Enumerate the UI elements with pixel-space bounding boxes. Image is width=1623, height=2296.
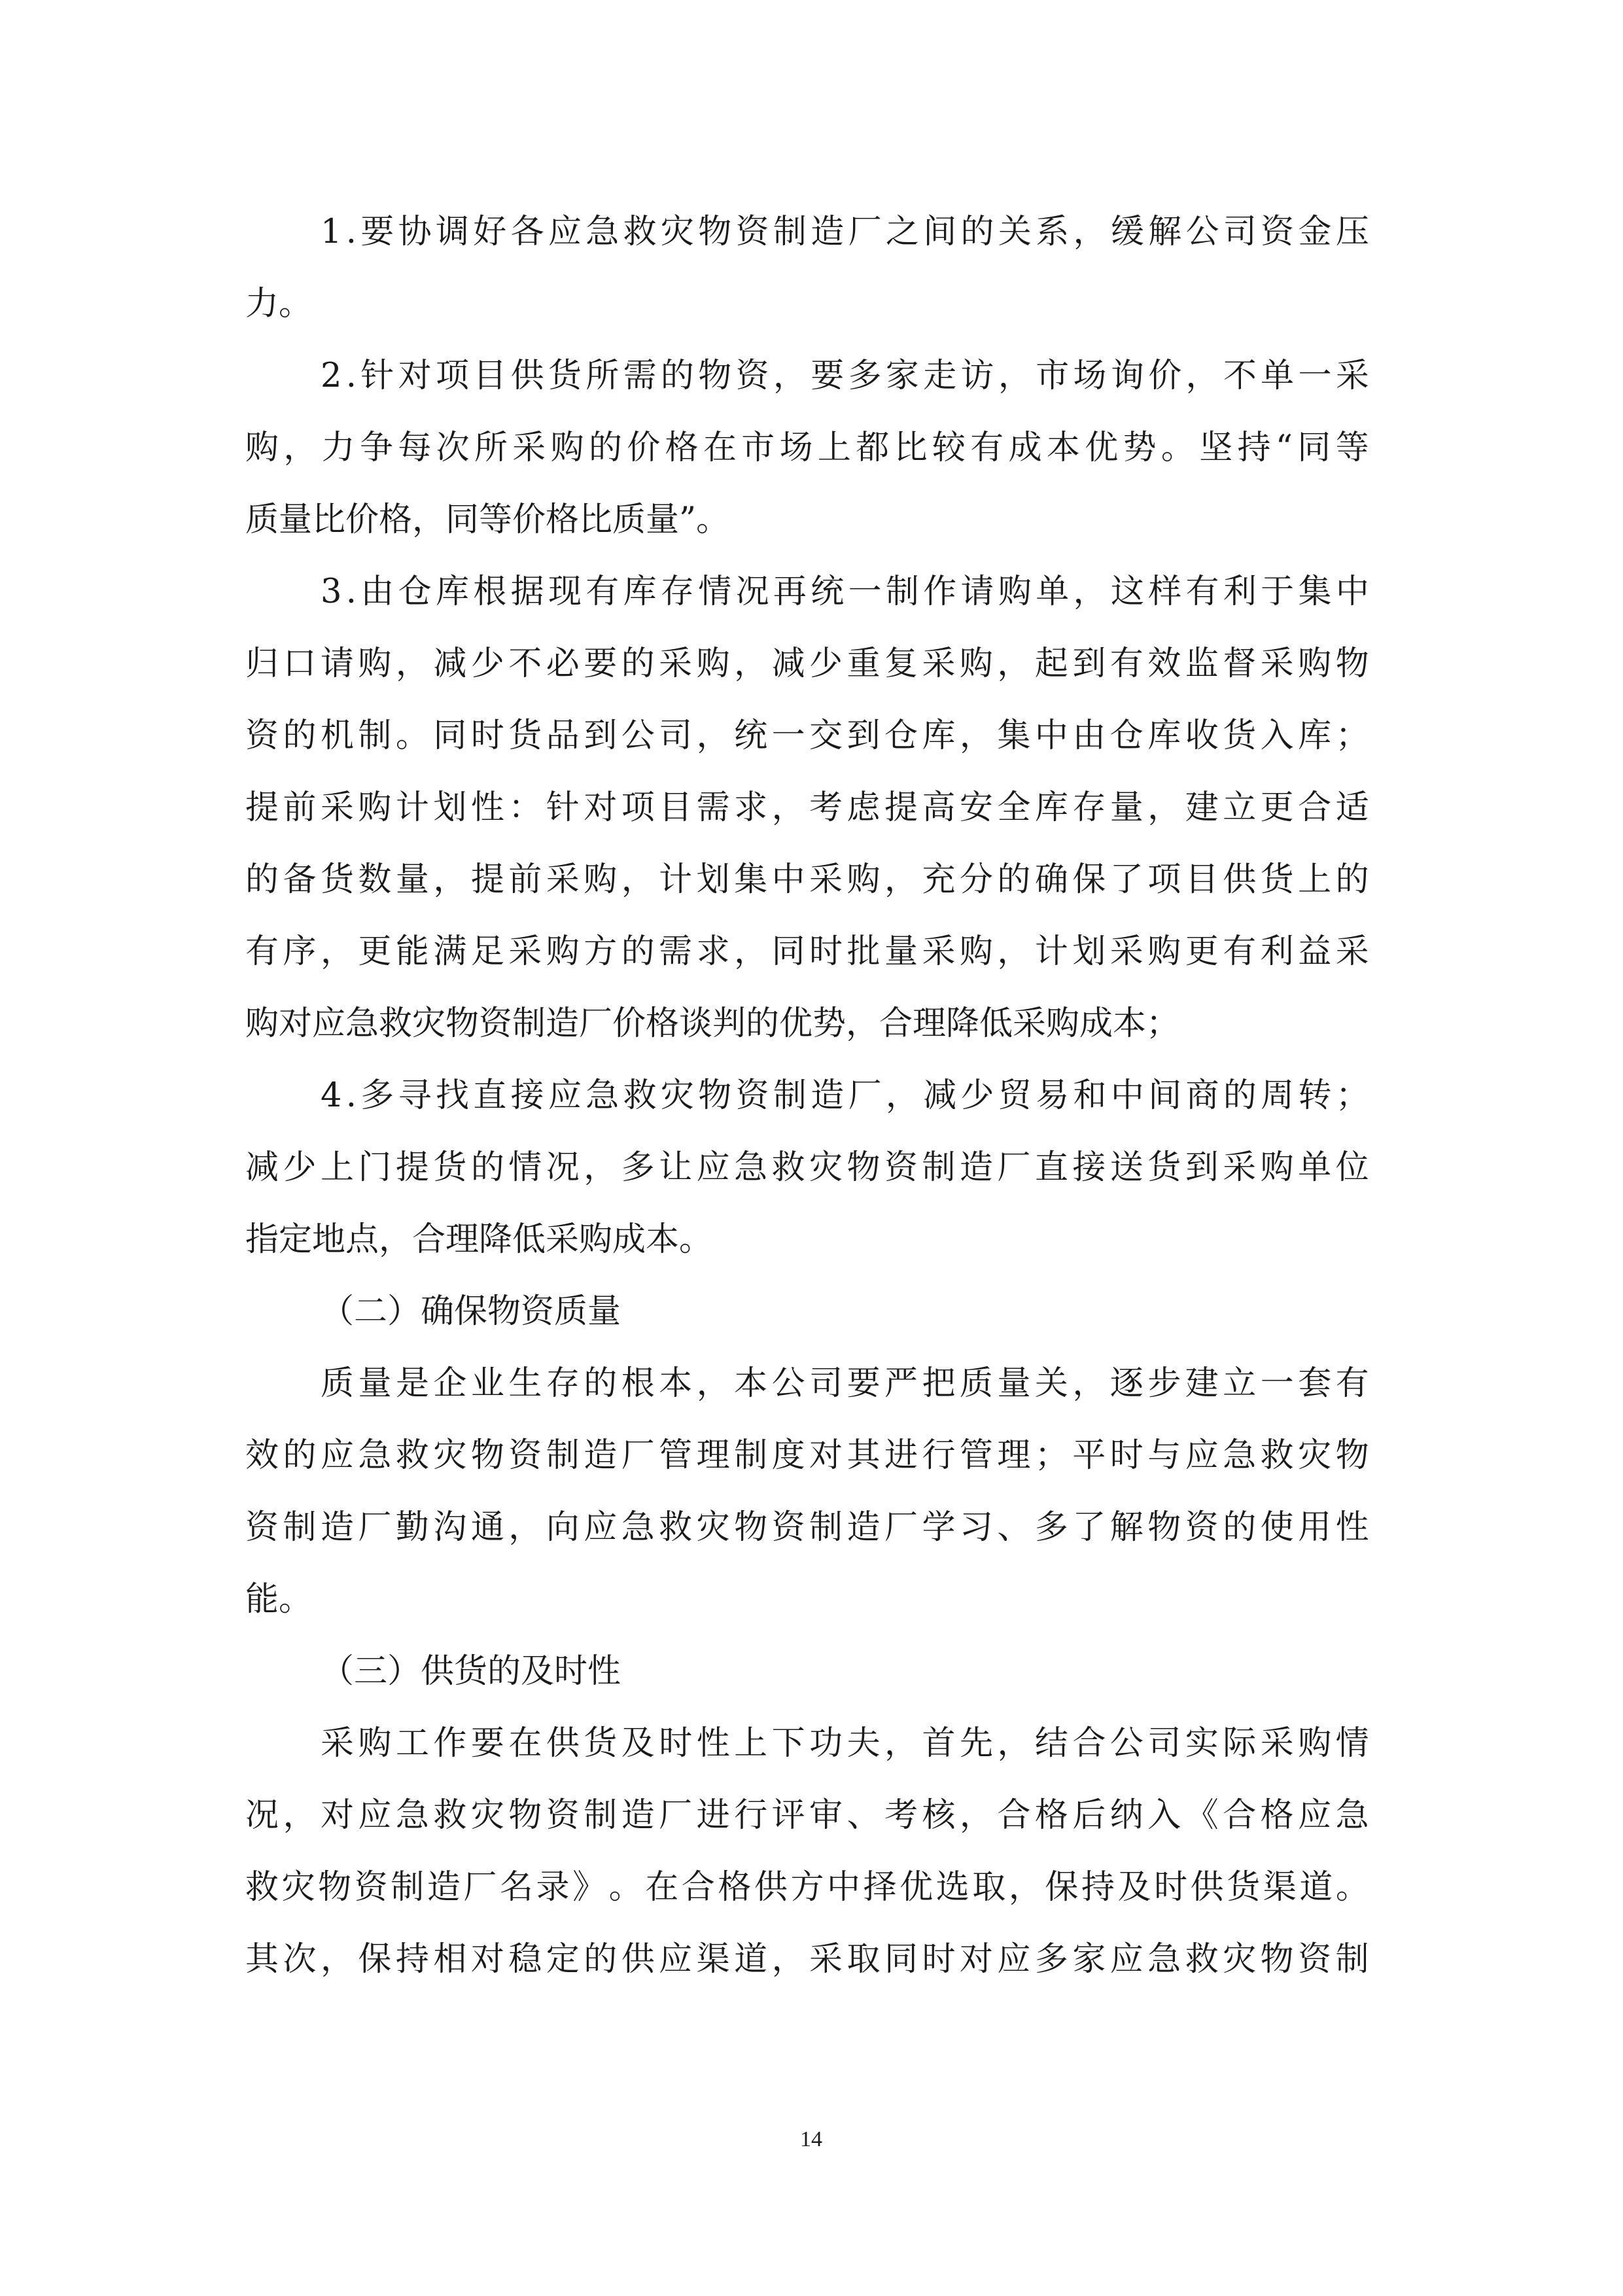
- paragraph-3-line: [0, 785, 1623, 831]
- line-text: 况 ， 对 应 急 救 灾 物 资 制 造 厂 进 行 评 审 、 考 核 ， 合 格 后 纳 入 《 合 格 应 急: [245, 1796, 1369, 1835]
- paragraph-5-line: [0, 1505, 1623, 1551]
- paragraph-3-line: [0, 857, 1623, 903]
- line-text: 购 ， 力 争 每 次 所 采 购 的 价 格 在 市 场 上 都 比 较 有 成 本 优 势 。 坚 持 “ 同 等: [245, 429, 1369, 467]
- paragraph-6-line: [0, 1865, 1623, 1911]
- line-text: 1 . 要 协 调 好 各 应 急 救 灾 物 资 制 造 厂 之 间 的 关 系 ， 缓 解 公 司 资 金 压: [321, 213, 1369, 251]
- paragraph-6-line: [0, 1793, 1623, 1839]
- line-text: 质 量 是 企 业 生 存 的 根 本 ， 本 公 司 要 严 把 质 量 关 ， 逐 步 建 立 一 套 有: [321, 1364, 1369, 1403]
- line-text: 救 灾 物 资 制 造 厂 名 录 》 。 在 合 格 供 方 中 择 优 选 取 ， 保 持 及 时 供 货 渠 道 。: [245, 1868, 1369, 1907]
- line-text: （二）确保物资质量: [321, 1292, 621, 1331]
- paragraph-3-line: [0, 569, 1623, 615]
- line-text: 4 . 多 寻 找 直 接 应 急 救 灾 物 资 制 造 厂 ， 减 少 贸 易 和 中 间 商 的 周 转 ；: [321, 1076, 1369, 1115]
- line-text: 2 . 针 对 项 目 供 货 所 需 的 物 资 ， 要 多 家 走 访 ， 市 场 询 价 ， 不 单 一 采: [321, 357, 1369, 395]
- paragraph-4-line: [0, 1073, 1623, 1119]
- section-heading-timeliness: [0, 1649, 1623, 1695]
- page-number: 14: [800, 2127, 822, 2151]
- line-text: 归 口 请 购 ， 减 少 不 必 要 的 采 购 ， 减 少 重 复 采 购 ， 起 到 有 效 监 督 采 购 物: [245, 645, 1369, 683]
- line-text: 质量比价格，同等价格比质量”。: [245, 501, 730, 539]
- paragraph-2-line: [0, 425, 1623, 471]
- paragraph-6-line: [0, 1721, 1623, 1767]
- section-heading-quality: [0, 1289, 1623, 1335]
- paragraph-5-line: [0, 1577, 1623, 1623]
- line-text: 能。: [245, 1580, 313, 1619]
- paragraph-4-line: [0, 1145, 1623, 1191]
- line-text: 减 少 上 门 提 货 的 情 况 ， 多 让 应 急 救 灾 物 资 制 造 厂 直 接 送 货 到 采 购 单 位: [245, 1148, 1369, 1187]
- paragraph-3-line: [0, 1001, 1623, 1047]
- line-text: 资 制 造 厂 勤 沟 通 ， 向 应 急 救 灾 物 资 制 造 厂 学 习 、 多 了 解 物 资 的 使 用 性: [245, 1508, 1369, 1547]
- line-text: 力。: [245, 285, 313, 323]
- paragraph-4-line: [0, 1217, 1623, 1263]
- line-text: 3 . 由 仓 库 根 据 现 有 库 存 情 况 再 统 一 制 作 请 购 单 ， 这 样 有 利 于 集 中: [321, 573, 1369, 611]
- line-text: 效 的 应 急 救 灾 物 资 制 造 厂 管 理 制 度 对 其 进 行 管 理 ； 平 时 与 应 急 救 灾 物: [245, 1436, 1369, 1475]
- paragraph-1-line: [0, 281, 1623, 327]
- line-text: 采 购 工 作 要 在 供 货 及 时 性 上 下 功 夫 ， 首 先 ， 结 合 公 司 实 际 采 购 情: [321, 1724, 1369, 1763]
- paragraph-2-line: [0, 353, 1623, 399]
- line-text: 有 序 ， 更 能 满 足 采 购 方 的 需 求 ， 同 时 批 量 采 购 ， 计 划 采 购 更 有 利 益 采: [245, 932, 1369, 971]
- paragraph-1-line: [0, 209, 1623, 255]
- line-text: 购对应急救灾物资制造厂价格谈判的优势，合理降低采购成本；: [245, 1004, 1180, 1043]
- paragraph-6-line: [0, 1937, 1623, 1983]
- line-text: 其 次 ， 保 持 相 对 稳 定 的 供 应 渠 道 ， 采 取 同 时 对 应 多 家 应 急 救 灾 物 资 制: [245, 1940, 1369, 1979]
- paragraph-5-line: [0, 1433, 1623, 1479]
- paragraph-2-line: [0, 497, 1623, 543]
- line-text: 指定地点，合理降低采购成本。: [245, 1220, 713, 1259]
- paragraph-3-line: [0, 641, 1623, 687]
- paragraph-3-line: [0, 929, 1623, 975]
- paragraph-5-line: [0, 1361, 1623, 1407]
- line-text: 资 的 机 制 。 同 时 货 品 到 公 司 ， 统 一 交 到 仓 库 ， 集 中 由 仓 库 收 货 入 库 ；: [245, 716, 1369, 755]
- line-text: （三）供货的及时性: [321, 1652, 621, 1691]
- line-text: 的 备 货 数 量 ， 提 前 采 购 ， 计 划 集 中 采 购 ， 充 分 的 确 保 了 项 目 供 货 上 的: [245, 860, 1369, 899]
- paragraph-3-line: [0, 713, 1623, 759]
- line-text: 提 前 采 购 计 划 性 ： 针 对 项 目 需 求 ， 考 虑 提 高 安 全 库 存 量 ， 建 立 更 合 适: [245, 788, 1369, 827]
